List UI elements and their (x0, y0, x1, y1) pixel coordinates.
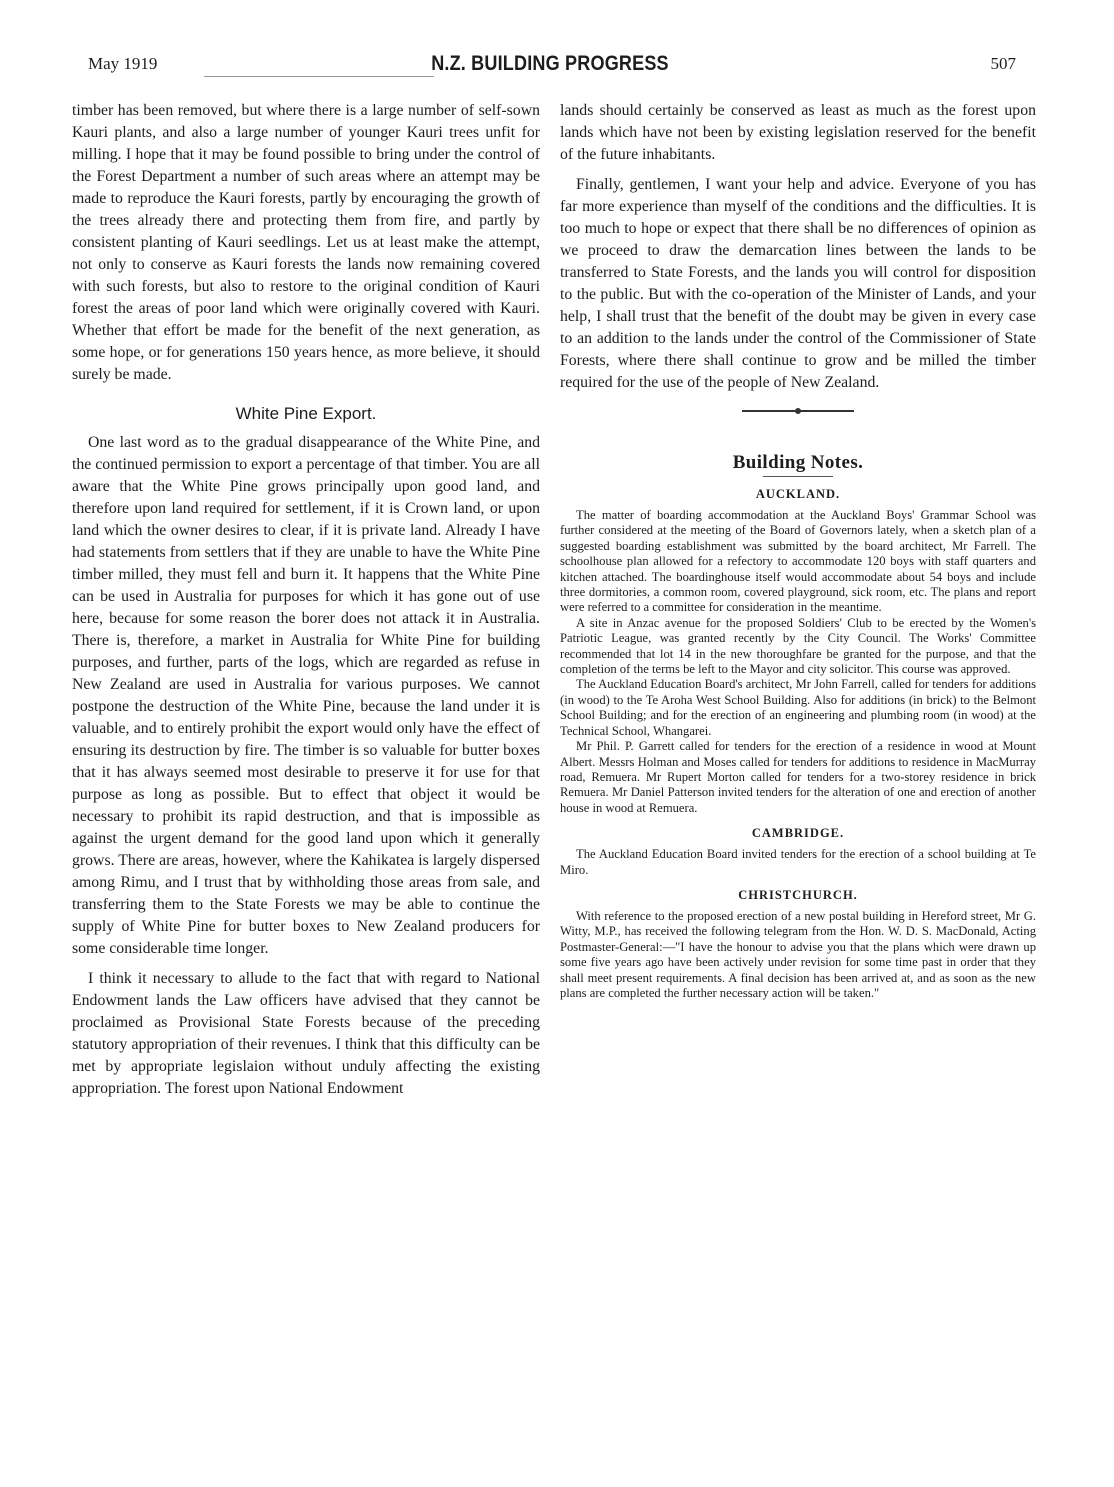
body-paragraph: One last word as to the gradual disappearance of the White Pine, and the continued permission to export a percentage of that timber. You are all aware that the White Pine grows principally upon good land, and therefore upon land required for settlement, if it is Crown land, or upon land which the owner desires to clear, if it is private land. Already I have had statements from settlers that if they are unable to have the White Pine timber milled, they must fell and burn it. It happens that the White Pine can be used in Australia for purposes for which it has gone out of use here, because for some reason the borer does not attack it in Australia. There is, therefore, a market in Australia for White Pine for building purposes, and further, parts of the logs, which are regarded as refuse in New Zealand are used in Australia for various purposes. We cannot postpone the destruction of the White Pine, because the land under it is valuable, and to entirely prohibit the export would only have the effect of ensuring its destruction by fire. The timber is so valuable for butter boxes that it has always seemed most desirable to preserve it for use for that purpose as long as possible. But to effect that object it would be necessary to prohibit its rapid destruction, and that is impossible as against the urgent demand for the good land upon which it generally grows. There are areas, however, where the Kahikatea is largely dispersed among Rimu, and I trust that by withholding those areas from sale, and transferring them to the State Forests we may be able to continue the supply of White Pine for butter boxes to New Zealand producers for some considerable time longer. (72, 434, 540, 957)
note-paragraph: The Auckland Education Board's architect, Mr John Farrell, called for tenders for additions (in wood) to the Te Aroha West School Building. Also for additions (in brick) to the Belmont School Building; and for the erection of an engineering and plumbing room (in wood) at the Technical School, Whangarei. (560, 677, 1036, 738)
page-number: 507 (990, 54, 1016, 73)
left-column (72, 100, 540, 1100)
body-paragraph: timber has been removed, but where there is a large number of self-sown Kauri plants, and also a large number of younger Kauri trees unfit for milling. I hope that it may be found possible to bring under the control of the Forest Department a number of such areas where an attempt may be made to reproduce the Kauri forests, partly by encouraging the growth of the trees already there and protecting them from fire, and partly by consistent planting of Kauri seedlings. Let us at least make the attempt, not only to conserve as Kauri forests the lands now remaining covered with such forests, but also to restore to the original condition of Kauri forest the areas of poor land which were originally covered with Kauri. Whether that effort be made for the benefit of the next generation, as some hope, or for generations 150 years hence, as more believe, it should surely be made. (72, 102, 540, 383)
section-divider (742, 410, 854, 412)
note-paragraph: The matter of boarding accommodation at the Auckland Boys' Grammar School was further considered at the meeting of the Board of Governors lately, when a sketch plan of a suggested boarding establishment was submitted by the board architect, Mr Farrell. The schoolhouse plan allowed for a refectory to accommodate 120 boys with staff quarters and kitchen attached. The boardinghouse itself would accommodate about 54 boys and include three dormitories, a common room, covered playground, sick room, etc. The plans and report were referred to a committee for consideration in the meantime. (560, 508, 1036, 615)
city-heading-cambridge: CAMBRIDGE. (751, 826, 845, 841)
body-paragraph: Finally, gentlemen, I want your help and advice. Everyone of you has far more experience than myself of the conditions and the difficulties. It is too much to hope or expect that there shall be no differences of opinion as we proceed to draw the demarcation lines between the lands to be transferred to State Forests, and the lands you will control for disposition to the public. But with the co-operation of the Minister of Lands, and your help, I shall trust that the benefit of the doubt may be given in every case to an addition to the lands under the control of the Commissioner of State Forests, where there shall continue to grow and be milled the timber required for the use of the people of New Zealand. (560, 176, 1036, 391)
heading-rule (763, 476, 833, 477)
header-rule (204, 76, 434, 77)
note-paragraph: With reference to the proposed erection of a new postal building in Hereford street, Mr G. Witty, M.P., has received the following telegram from the Hon. W. D. S. MacDonald, Acting Postmaster-General:—"I have the honour to advise you that the plans which were drawn up some five years ago have been actively under revision for some time past in order that they shall meet present requirements. A final decision has been arrived at, and as soon as the new plans are completed the further necessary action will be taken." (560, 908, 1036, 1000)
building-notes-heading: Building Notes. (732, 452, 864, 473)
city-heading-auckland: AUCKLAND. (755, 487, 841, 501)
body-paragraph: I think it necessary to allude to the fact that with regard to National Endowment lands the Law officers have advised that they cannot be proclaimed as Provisional State Forests because of the preceding statutory appropriation of their revenues. I think that this difficulty can be met by appropriate legislaion without unduly affecting the existing appropriation. The forest upon National Endowment (72, 970, 540, 1097)
publication-title: N.Z. BUILDING PROGRESS (431, 52, 669, 75)
note-paragraph: A site in Anzac avenue for the proposed Soldiers' Club to be erected by the Women's Patriotic League, was granted recently by the City Council. The Works' Committee recommended that lot 14 in the new thoroughfare be granted for the purpose, and that the completion of the terms be left to the Mayor and city solicitor. This course was approved. (560, 615, 1036, 677)
city-heading-christchurch: CHRISTCHURCH. (738, 887, 858, 902)
note-paragraph: The Auckland Education Board invited tenders for the erection of a school building at Te Miro. (560, 847, 1036, 877)
issue-date: May 1919 (88, 54, 158, 73)
section-heading-white-pine: White Pine Export. (235, 404, 377, 423)
note-paragraph: Mr Phil. P. Garrett called for tenders for the erection of a residence in wood at Mount Albert. Messrs Holman and Moses called for tenders for additions to residence in MacMurray road, Remuera. Mr Rupert Morton called for tenders for a two-storey residence in brick Remuera. Mr Daniel Patterson invited tenders for the alteration of one and erection of another house in wood at Remuera. (560, 739, 1036, 815)
right-column (560, 100, 1036, 1001)
body-paragraph: lands should certainly be conserved as least as much as the forest upon lands which have not been by existing legislation reserved for the benefit of the future inhabitants. (560, 102, 1036, 163)
page-header (84, 52, 1016, 82)
